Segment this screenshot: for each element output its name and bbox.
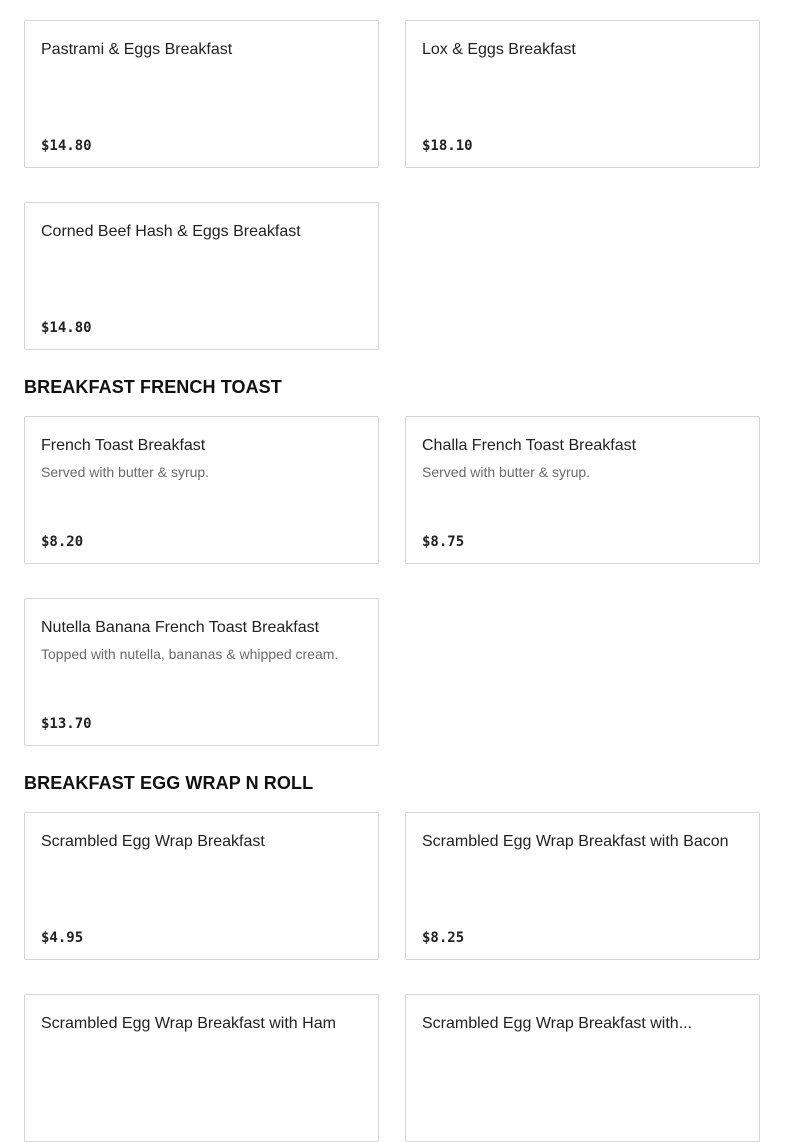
menu-item-card[interactable] (405, 994, 760, 1142)
menu-item-card[interactable] (24, 416, 379, 564)
menu-item-price: $14.80 (41, 138, 92, 154)
menu-item-card[interactable] (24, 994, 379, 1142)
menu-item-name: French Toast Breakfast (41, 437, 206, 454)
menu-item-description: Served with butter & syrup. (422, 464, 591, 480)
menu-item-name: Challa French Toast Breakfast (422, 437, 637, 454)
menu-item-name: Corned Beef Hash & Eggs Breakfast (41, 223, 301, 240)
menu-item-description: Topped with nutella, bananas & whipped cream. (41, 646, 339, 662)
menu-item-price: $8.25 (422, 930, 465, 946)
menu-item-card[interactable] (24, 598, 379, 746)
menu-item-card[interactable] (24, 812, 379, 960)
menu-item-name: Lox & Eggs Breakfast (422, 41, 576, 58)
menu-item-price: $8.75 (422, 534, 465, 550)
menu-item-name: Scrambled Egg Wrap Breakfast with... (422, 1015, 693, 1032)
menu-item-card[interactable] (24, 20, 379, 168)
menu-item-name: Scrambled Egg Wrap Breakfast (41, 833, 265, 850)
menu-item-card[interactable] (24, 202, 379, 350)
menu-item-price: $14.80 (41, 320, 92, 336)
menu-item-name: Scrambled Egg Wrap Breakfast with Bacon (422, 833, 729, 850)
menu-item-description: Served with butter & syrup. (41, 464, 210, 480)
menu-item-card[interactable] (405, 416, 760, 564)
menu-item-name: Nutella Banana French Toast Breakfast (41, 619, 320, 636)
menu-item-name: Scrambled Egg Wrap Breakfast with Ham (41, 1015, 336, 1032)
section-title: BREAKFAST FRENCH TOAST (24, 377, 282, 397)
menu-item-card[interactable] (405, 812, 760, 960)
menu-item-card[interactable] (405, 20, 760, 168)
menu-item-price: $18.10 (422, 138, 473, 154)
menu-item-price: $13.70 (41, 716, 92, 732)
menu-item-price: $8.20 (41, 534, 84, 550)
menu-item-name: Pastrami & Eggs Breakfast (41, 41, 233, 58)
menu-item-price: $4.95 (41, 930, 84, 946)
section-title: BREAKFAST EGG WRAP N ROLL (24, 773, 314, 793)
